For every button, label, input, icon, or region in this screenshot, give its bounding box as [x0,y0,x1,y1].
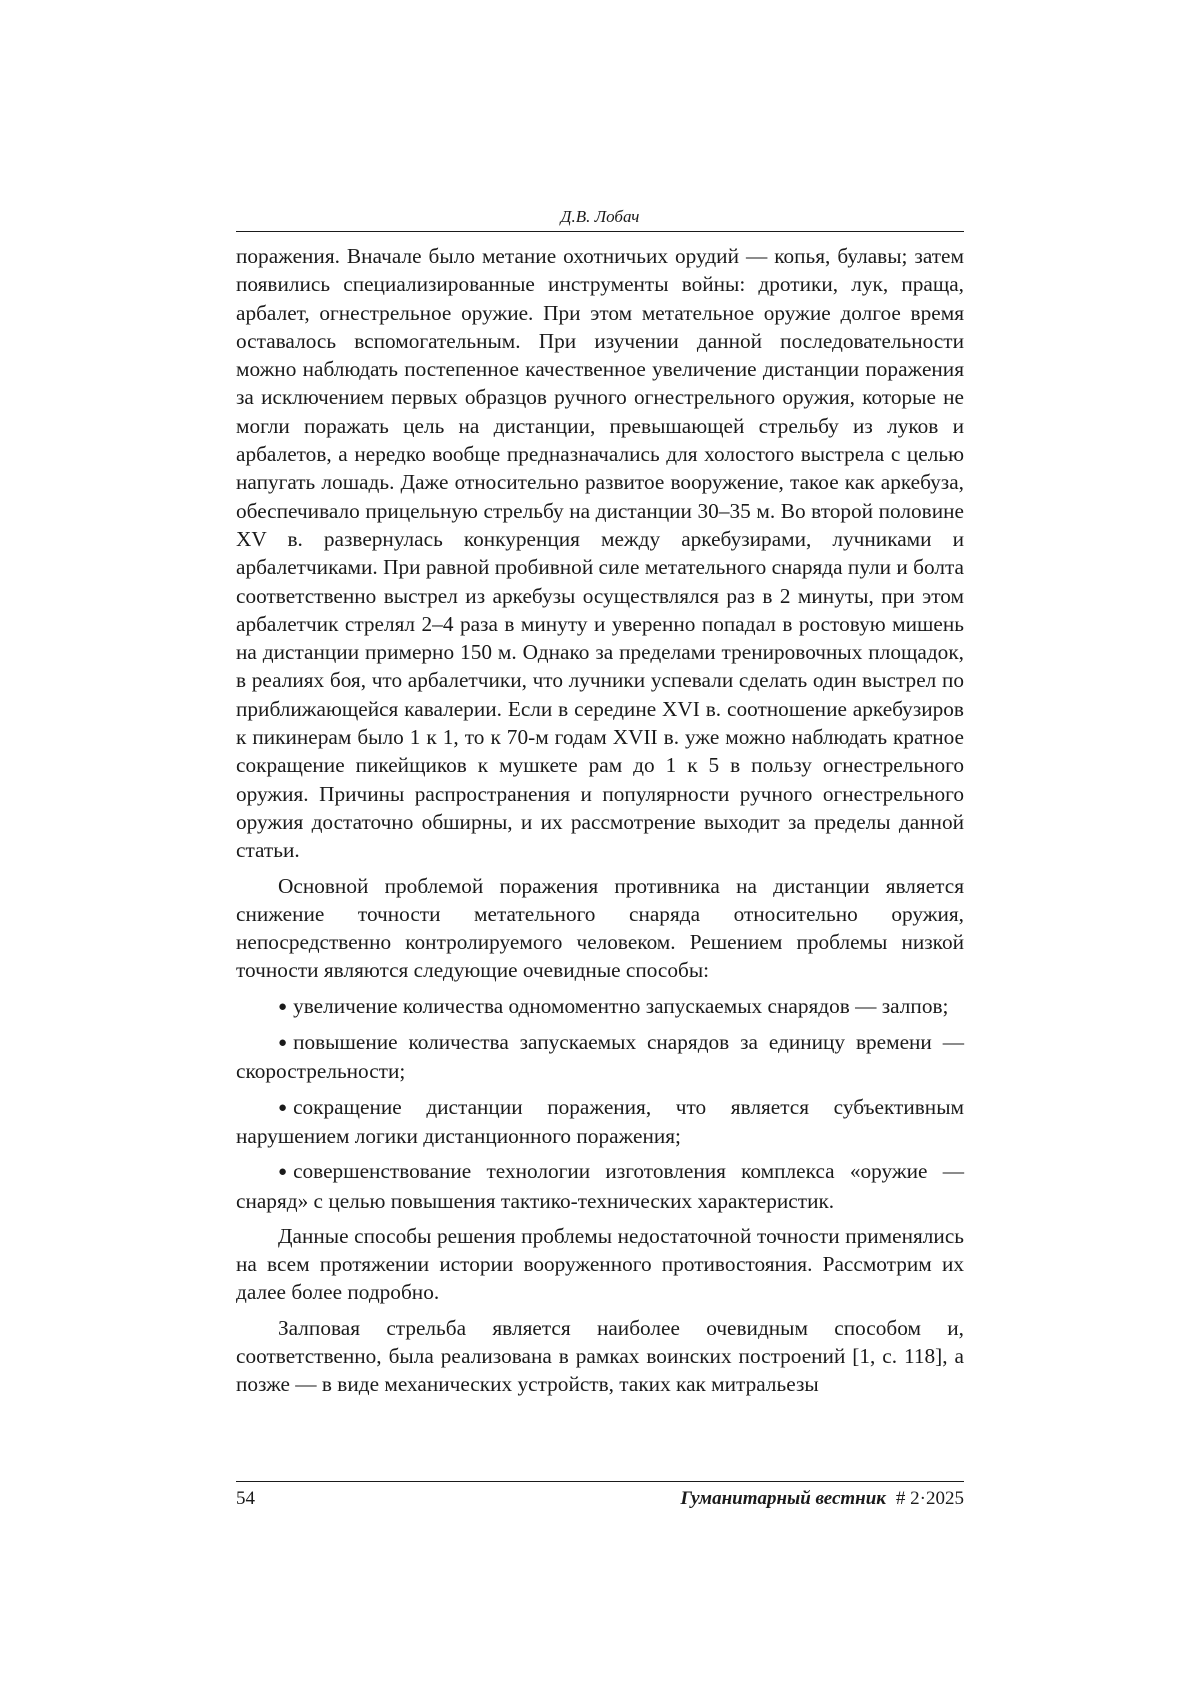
running-head-author: Д.В. Лобач [560,207,640,226]
journal-info [680,1486,964,1512]
bullet-icon: ● [278,1035,288,1052]
bullet-item-1 [236,992,964,1021]
bullet-text: совершенствование технологии изготовления комплекса «оружие — снаряд» с целью повышения тактико-технических характеристик. [236,1159,964,1213]
bullet-item-3 [236,1093,964,1151]
article-body [236,242,964,1399]
footer-rule [236,1481,964,1482]
paragraph-2: Основной проблемой поражения противника на дистанции является снижение точности метательного снаряда относительно оружия, непосредственно контролируемого человеком. Решением проблемы низкой точности являются следующие очевидные способы: [236,873,964,983]
journal-issue: # 2·2025 [895,1488,964,1509]
paragraph-4: Залповая стрельба является наиболее очевидным способом и, соответственно, была реализована в рамках воинских построений [1, с. 118], а позже — в виде механических устройств, таких как митральезы [236,1315,964,1397]
bullet-item-2 [236,1028,964,1086]
page-footer [236,1486,964,1512]
bullet-icon: ● [278,1099,288,1116]
document-page [236,0,964,1698]
paragraph-3: Данные способы решения проблемы недостаточной точности применялись на всем протяжении истории вооруженного противостояния. Рассмотрим их далее более подробно. [236,1223,964,1305]
paragraph-1: поражения. Вначале было метание охотничьих орудий — копья, булавы; затем появились специализированные инструменты войны: дротики, лук, праща, арбалет, огнестрельное оружие. При этом метательное оружие долгое время оставалось вспомогательным. При изучении данной последовательности можно наблюдать постепенное качественное увеличение дистанции поражения за исключением первых образцов ручного огнестрельного оружия, которые не могли поражать цель на дистанции, превышающей стрельбу из луков и арбалетов, а нередко вообще предназначались для холостого выстрела с целью напугать лошадь. Даже относительно развитое вооружение, такое как аркебуза, обеспечивало прицельную стрельбу на дистанции 30–35 м. Во второй половине XV в. развернулась конкуренция между аркебузирами, лучниками и арбалетчиками. При равной пробивной силе метательного снаряда пули и болта соответственно выстрел из аркебузы осуществлялся раз в 2 минуты, при этом арбалетчик стрелял 2–4 раза в минуту и уверенно попадал в ростовую мишень на дистанции примерно 150 м. Однако за пределами тренировочных площадок, в реалиях боя, что арбалетчики, что лучники успевали сделать один выстрел по приближающейся кавалерии. Если в середине XVI в. соотношение аркебузиров к пикинерам было 1 к 1, то к 70-м годам XVII в. уже можно наблюдать кратное сокращение пикейщиков к мушкете рам до 1 к 5 в пользу огнестрельного оружия. Причины распространения и популярности ручного огнестрельного оружия достаточно обширны, и их рассмотрение выходит за пределы данной статьи. [236,244,964,863]
bullet-item-4 [236,1157,964,1215]
bullet-text: повышение количества запускаемых снарядов за единицу времени — скорострельности; [236,1030,964,1084]
bullet-text: увеличение количества одномоментно запускаемых снарядов — залпов; [293,993,949,1018]
header-rule [236,231,964,232]
bullet-text: сокращение дистанции поражения, что является субъективным нарушением логики дистанционного поражения; [236,1094,964,1148]
page-number: 54 [236,1488,255,1509]
bullet-icon: ● [278,1164,288,1181]
journal-name: Гуманитарный вестник [680,1488,886,1509]
bullet-icon: ● [278,998,288,1015]
